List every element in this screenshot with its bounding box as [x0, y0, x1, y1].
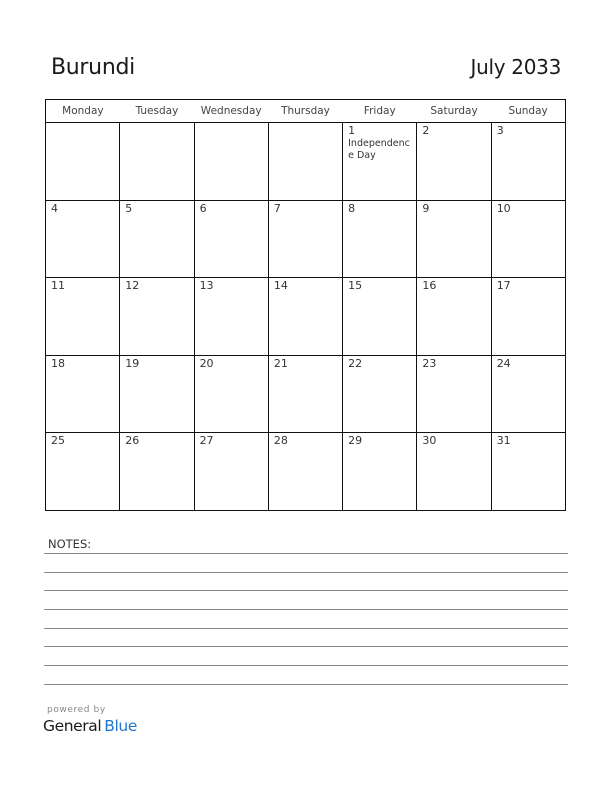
day-number: 19 — [125, 356, 140, 370]
day-number: 9 — [422, 201, 430, 215]
day-cell — [343, 123, 417, 201]
week-row-1 — [46, 123, 566, 201]
day-number: 28 — [273, 434, 288, 447]
day-number: 30 — [422, 434, 437, 447]
day-cell — [268, 433, 342, 511]
day-cell — [343, 278, 417, 356]
week-row-2 — [46, 200, 566, 278]
day-number: 22 — [348, 356, 363, 370]
weekday-sunday: Sunday — [491, 100, 565, 123]
day-number: 11 — [51, 279, 65, 292]
day-cell — [46, 278, 120, 356]
note-line — [44, 684, 568, 685]
day-number: 5 — [125, 201, 133, 215]
day-cell — [417, 200, 491, 278]
day-number: 26 — [125, 434, 140, 447]
weekday-monday: Monday — [46, 100, 120, 123]
holiday-label: Independence Day — [348, 138, 410, 161]
weekday-saturday: Saturday — [417, 100, 491, 123]
country-title: Burundi — [51, 55, 135, 80]
day-cell — [343, 200, 417, 278]
weekday-friday: Friday — [343, 100, 417, 123]
day-number: 2 — [422, 124, 430, 137]
day-cell — [491, 123, 565, 201]
day-cell — [194, 355, 268, 433]
day-number — [195, 123, 268, 125]
day-cell — [268, 123, 342, 201]
day-number: 7 — [273, 201, 281, 215]
day-cell — [491, 278, 565, 356]
calendar-grid — [45, 99, 566, 511]
day-number: 1 — [348, 124, 356, 137]
brand-blue: Blue — [104, 717, 137, 735]
day-cell — [46, 123, 120, 201]
day-cell — [343, 355, 417, 433]
month-year-title: July 2033 — [470, 55, 561, 79]
day-number: 3 — [496, 124, 504, 137]
day-cell — [491, 200, 565, 278]
note-line — [44, 590, 568, 591]
day-number: 12 — [125, 279, 140, 292]
day-number: 14 — [273, 279, 288, 292]
day-number: 4 — [51, 201, 58, 215]
day-number: 25 — [51, 434, 65, 447]
week-row-3 — [46, 278, 566, 356]
day-number: 24 — [496, 356, 511, 370]
note-line — [44, 572, 568, 573]
day-number — [120, 123, 193, 125]
day-cell — [120, 278, 194, 356]
weekday-wednesday: Wednesday — [194, 100, 268, 123]
day-cell — [417, 278, 491, 356]
day-number: 8 — [348, 201, 356, 215]
week-row-5 — [46, 433, 566, 511]
day-number: 21 — [273, 356, 288, 370]
day-cell — [343, 433, 417, 511]
weekday-header-row — [46, 100, 566, 123]
note-line — [44, 665, 568, 666]
notes-label: NOTES: — [48, 537, 92, 551]
day-cell — [194, 123, 268, 201]
day-cell — [194, 278, 268, 356]
day-cell — [194, 433, 268, 511]
day-number: 23 — [422, 356, 437, 370]
day-number: 13 — [199, 279, 214, 292]
day-cell — [491, 355, 565, 433]
day-cell — [120, 433, 194, 511]
day-cell — [268, 355, 342, 433]
day-number: 17 — [496, 279, 511, 292]
weekday-thursday: Thursday — [268, 100, 342, 123]
day-number: 15 — [348, 279, 363, 292]
day-number: 10 — [496, 201, 511, 215]
note-line — [44, 646, 568, 647]
day-number: 27 — [199, 434, 214, 447]
day-number — [269, 123, 342, 125]
day-cell — [417, 355, 491, 433]
day-cell — [268, 200, 342, 278]
day-cell — [46, 433, 120, 511]
day-number: 18 — [51, 356, 65, 370]
note-line — [44, 609, 568, 610]
day-number: 16 — [422, 279, 437, 292]
day-number: 29 — [348, 434, 363, 447]
day-number: 31 — [496, 434, 511, 447]
day-cell — [46, 200, 120, 278]
day-cell — [120, 123, 194, 201]
note-line — [44, 553, 568, 554]
day-cell — [46, 355, 120, 433]
generalblue-logo — [43, 717, 137, 735]
weekday-tuesday: Tuesday — [120, 100, 194, 123]
day-cell — [120, 200, 194, 278]
brand-general: General — [43, 717, 102, 735]
day-cell — [417, 123, 491, 201]
powered-by-text: powered by — [47, 705, 106, 715]
day-cell — [120, 355, 194, 433]
day-cell — [268, 278, 342, 356]
day-cell — [194, 200, 268, 278]
week-row-4 — [46, 355, 566, 433]
day-number: 20 — [199, 356, 214, 370]
note-line — [44, 628, 568, 629]
day-number: 6 — [199, 201, 207, 215]
day-number — [46, 123, 119, 125]
day-cell — [417, 433, 491, 511]
day-cell — [491, 433, 565, 511]
